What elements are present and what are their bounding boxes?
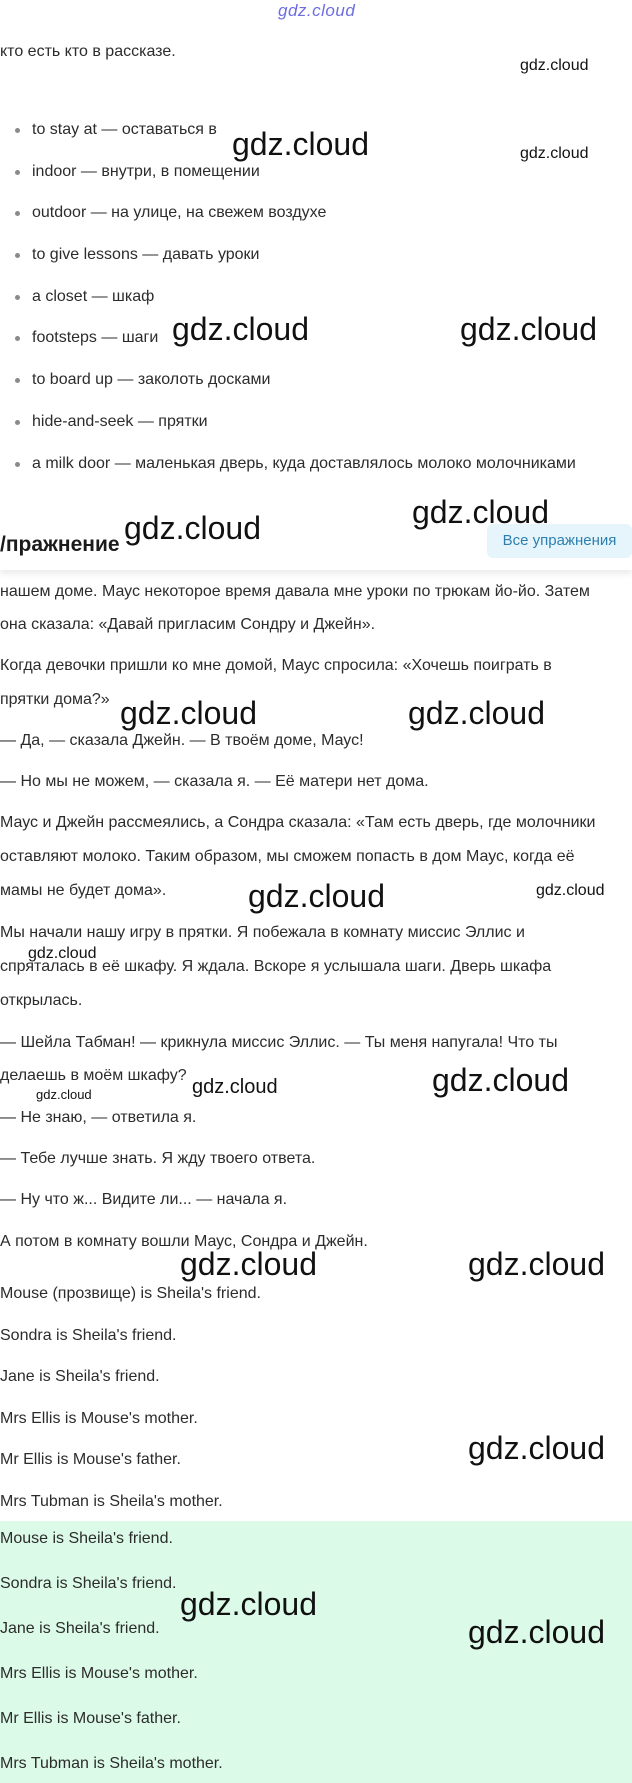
vocabulary-item: outdoor — на улице, на свежем воздухе xyxy=(32,204,327,221)
text-line: А потом в комнату вошли Маус, Сондра и Джейн. xyxy=(0,1233,368,1250)
text-line: спряталась в её шкафу. Я ждала. Вскоре я услышала шаги. Дверь шкафа xyxy=(0,958,552,975)
bullet-icon xyxy=(15,462,20,467)
intro-text: кто есть кто в рассказе. xyxy=(0,43,176,60)
relation-item: Mrs Ellis is Mouse's mother. xyxy=(0,1410,198,1427)
text-line: Маус и Джейн рассмеялись, а Сондра сказала: «Там есть дверь, где молочники xyxy=(0,814,596,831)
text-line: открылась. xyxy=(0,992,83,1009)
vocabulary-item: to board up — заколоть досками xyxy=(32,371,271,388)
vocabulary-item: to stay at — оставаться в xyxy=(32,121,217,138)
watermark-small: gdz.cloud xyxy=(36,1087,92,1102)
watermark: gdz.cloud xyxy=(124,510,261,546)
watermark: gdz.cloud xyxy=(412,494,549,530)
bullet-icon xyxy=(15,253,20,258)
text-line: — Но мы не можем, — сказала я. — Её матери нет дома. xyxy=(0,773,429,790)
bullet-icon xyxy=(15,420,20,425)
bullet-icon xyxy=(15,211,20,216)
vocabulary-item: a milk door — маленькая дверь, куда доставлялось молоко молочниками xyxy=(32,455,576,472)
text-line: нашем доме. Маус некоторое время давала мне уроки по трюкам йо-йо. Затем xyxy=(0,583,590,600)
relation-item: Sondra is Sheila's friend. xyxy=(0,1327,177,1344)
bullet-icon xyxy=(15,378,20,383)
text-line: прятки дома?» xyxy=(0,691,110,708)
watermark: gdz.cloud xyxy=(432,1062,569,1098)
text-line: — Ну что ж... Видите ли... — начала я. xyxy=(0,1191,288,1208)
exercise-title: /пражнение xyxy=(0,533,120,556)
text-line: Мы начали нашу игру в прятки. Я побежала в комнату миссис Эллис и xyxy=(0,924,525,941)
watermark: gdz.cloud xyxy=(468,1430,605,1466)
answer-block xyxy=(0,1521,632,1783)
vocabulary-item: footsteps — шаги xyxy=(32,329,159,346)
watermark: gdz.cloud xyxy=(172,311,309,347)
watermark-small: gdz.cloud xyxy=(520,145,589,162)
watermark: gdz.cloud xyxy=(248,878,385,914)
text-line: — Тебе лучше знать. Я жду твоего ответа. xyxy=(0,1150,316,1167)
site-logo-watermark: gdz.cloud xyxy=(278,1,356,20)
watermark: gdz.cloud xyxy=(468,1246,605,1282)
watermark: gdz.cloud xyxy=(232,126,369,162)
text-line: Когда девочки пришли ко мне домой, Маус спросила: «Хочешь поиграть в xyxy=(0,657,552,674)
answer-item: Sondra is Sheila's friend. xyxy=(0,1575,177,1592)
answer-item: Mrs Tubman is Sheila's mother. xyxy=(0,1755,223,1772)
answer-item: Mouse is Sheila's friend. xyxy=(0,1530,173,1547)
text-line: оставляют молоко. Таким образом, мы сможем попасть в дом Маус, когда её xyxy=(0,848,575,865)
text-line: делаешь в моём шкафу? xyxy=(0,1067,187,1084)
text-line: — Не знаю, — ответила я. xyxy=(0,1109,197,1126)
bullet-icon xyxy=(15,295,20,300)
vocabulary-item: hide-and-seek — прятки xyxy=(32,413,208,430)
watermark: gdz.cloud xyxy=(468,1614,605,1650)
text-line: она сказала: «Давай пригласим Сондру и Джейн». xyxy=(0,616,376,633)
answer-item: Mrs Ellis is Mouse's mother. xyxy=(0,1665,198,1682)
answer-item: Jane is Sheila's friend. xyxy=(0,1620,160,1637)
text-line: — Шейла Табман! — крикнула миссис Эллис. — Ты меня напугала! Что ты xyxy=(0,1034,558,1051)
bullet-icon xyxy=(15,336,20,341)
relation-item: Jane is Sheila's friend. xyxy=(0,1368,160,1385)
relation-item: Mr Ellis is Mouse's father. xyxy=(0,1451,181,1468)
bullet-icon xyxy=(15,170,20,175)
watermark-small: gdz.cloud xyxy=(28,945,97,962)
relation-item: Mrs Tubman is Sheila's mother. xyxy=(0,1493,223,1510)
relation-item: Mouse (прозвище) is Sheila's friend. xyxy=(0,1285,261,1302)
watermark: gdz.cloud xyxy=(120,695,257,731)
text-line: — Да, — сказала Джейн. — В твоём доме, Маус! xyxy=(0,732,364,749)
watermark: gdz.cloud xyxy=(180,1586,317,1622)
vocabulary-item: indoor — внутри, в помещении xyxy=(32,163,260,180)
text-line: мамы не будет дома». xyxy=(0,882,167,899)
watermark: gdz.cloud xyxy=(460,311,597,347)
all-exercises-button[interactable]: Все упражнения xyxy=(487,524,632,558)
watermark-small: gdz.cloud xyxy=(520,57,589,74)
vocabulary-item: a closet — шкаф xyxy=(32,288,155,305)
watermark: gdz.cloud xyxy=(408,695,545,731)
answer-item: Mr Ellis is Mouse's father. xyxy=(0,1710,181,1727)
watermark: gdz.cloud xyxy=(180,1246,317,1282)
watermark-small: gdz.cloud xyxy=(536,882,605,899)
vocabulary-item: to give lessons — давать уроки xyxy=(32,246,260,263)
bullet-icon xyxy=(15,128,20,133)
watermark-small: gdz.cloud xyxy=(192,1076,278,1098)
